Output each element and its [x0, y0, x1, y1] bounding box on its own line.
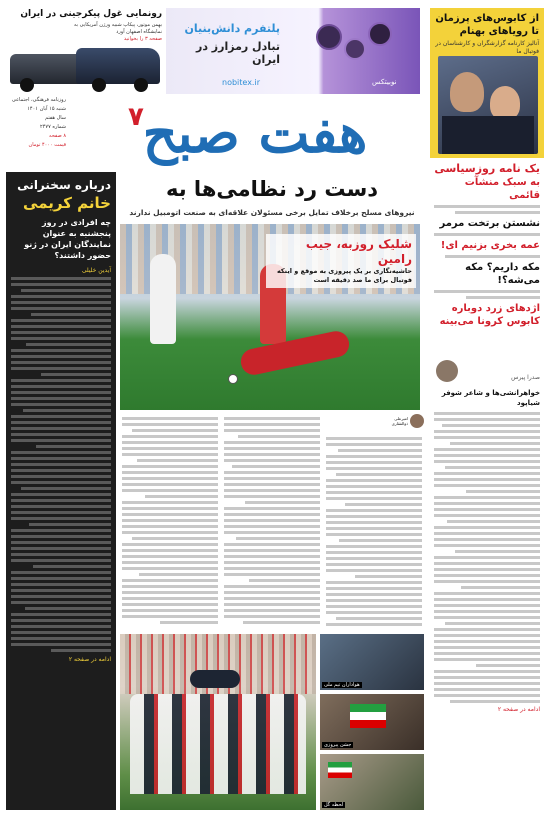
- left-author: آیدین خلیلی: [81, 267, 111, 274]
- celebration-photo[interactable]: [120, 634, 316, 810]
- players-group: [130, 694, 306, 794]
- left-column: [6, 172, 116, 810]
- continue-link[interactable]: ادامه در صفحه ۲: [68, 656, 111, 663]
- meta-line: قیمت ۴۰۰۰ تومان: [28, 142, 66, 148]
- teaser-title: از کابوس‌های پرزمان تا رویاهای بهنام: [435, 13, 539, 37]
- masthead-meta: [6, 96, 66, 170]
- fans-photo[interactable]: [320, 634, 424, 690]
- right-teaser-box[interactable]: [430, 8, 544, 158]
- main-subhead: [120, 206, 424, 220]
- column-body-lines: [434, 412, 540, 703]
- teaser-title[interactable]: اژدهای زرد دوباره کابوس کرونا می‌بینه: [439, 303, 540, 327]
- teaser-title[interactable]: یک نامه روزسیاسی: [434, 162, 540, 175]
- photo-caption: هواداران تیم ملی: [324, 682, 360, 688]
- continue-link[interactable]: ادامه در صفحه ۲: [497, 706, 540, 713]
- subhead-text: نیروهای مسلح برخلاف تمایل برخی مسئولان علاقه‌ای به صنعت اتومبیل ندارند: [129, 208, 415, 217]
- author-avatar: [436, 360, 458, 382]
- teaser-photo: [438, 56, 538, 154]
- column-title[interactable]: خواهرانشی‌ها و شاعر شوفر شیاپود: [441, 389, 540, 407]
- teaser-title[interactable]: نشستن برتخت مرمر: [439, 218, 540, 229]
- ad-line1: پلتفرم دانش‌بنیان: [184, 22, 280, 35]
- teaser-title[interactable]: به سبک منشآت قائمی: [464, 177, 540, 201]
- article-column: [122, 414, 218, 630]
- left-title[interactable]: خانم کریمی: [23, 194, 111, 212]
- ad-more: صفحه ۳ را بخوانید: [123, 36, 162, 42]
- teaser-title[interactable]: مکه داریم؟ مکه می‌شه؟!: [465, 262, 540, 286]
- meta-line: شنبه ۱۵ آبان ۱۴۰۱: [27, 106, 66, 112]
- iran-flag: [328, 762, 352, 778]
- ad-text: بهمن موتور، پیکاپ شبیه ورژن آمریکایی به نمایشگاه اصفهان آورد: [73, 22, 162, 35]
- coin-icon: [344, 38, 366, 60]
- logo-text: هفت صبح: [142, 101, 368, 165]
- right-column: [430, 160, 544, 355]
- meta-line: روزنامه فرهنگی، اجتماعی: [11, 97, 66, 103]
- article-author: [380, 414, 424, 434]
- teaser-text: آنالیز کارنامه گزارشگران و کارشناسان در فوتبال ما: [435, 40, 539, 55]
- author-name: امیرعلی ذوالفقاری: [391, 416, 408, 426]
- photo-subtitle: حاشیه‌نگاری بر یک پیروزی به موقع و اینکه فوتبال برای ما صد دقیقه است: [276, 267, 412, 284]
- photo-caption: لحظه گل: [324, 802, 344, 808]
- left-question: چه افرادی در روز پنجشنبه به عنوان نمایندگان ایران در ژنو حضور داشتند؟: [24, 218, 111, 260]
- ball-icon: [228, 374, 238, 384]
- column-author: صدرا پیرس: [511, 374, 540, 381]
- flag-photo[interactable]: [320, 694, 424, 750]
- coin-icon: [368, 22, 392, 46]
- logo-number: ۷: [128, 102, 144, 132]
- author-avatar: [410, 414, 424, 428]
- photo-caption: جشن پیروزی: [324, 742, 352, 748]
- car-ad[interactable]: [6, 8, 162, 94]
- person-body: [442, 116, 534, 154]
- right-opinion-column: [430, 358, 544, 810]
- meta-line: شماره ۲۴۷۷: [40, 124, 66, 130]
- teaser-body-lines: [434, 205, 540, 214]
- masthead-logo: [120, 96, 390, 170]
- nobitex-ad[interactable]: [166, 8, 420, 94]
- player-red-diving: [238, 329, 351, 377]
- teaser-title[interactable]: عمه بخری بزنیم ای!: [440, 240, 540, 251]
- meta-line: سال هفتم: [45, 115, 66, 121]
- photo-title: شلیک روزبه، جیب رامین: [305, 237, 412, 266]
- goal-photo[interactable]: [320, 754, 424, 810]
- photo-title-box: [266, 234, 416, 288]
- ad-title: رونمایی غول پیکرجینی در ایران: [20, 9, 162, 19]
- teaser-body-lines: [434, 233, 540, 236]
- article-column: [326, 434, 422, 630]
- player-white: [150, 254, 176, 344]
- meta-line: ۸ صفحه: [49, 133, 66, 139]
- teaser-body-lines: [434, 255, 540, 258]
- left-kicker: درباره سخنرانی: [17, 178, 111, 192]
- ad-brand: نوبیتکس: [372, 78, 397, 86]
- wheel-icon: [134, 78, 148, 92]
- person-figure: [490, 86, 520, 120]
- left-body-lines: [11, 277, 111, 652]
- coin-icon: [316, 24, 342, 50]
- football-photo[interactable]: [120, 224, 420, 410]
- iran-flag: [350, 704, 386, 728]
- wheel-icon: [20, 78, 34, 92]
- article-column: [224, 414, 320, 630]
- teaser-body-lines: [434, 290, 540, 299]
- ad-line2: تبادل رمزارز در ایران: [196, 40, 280, 66]
- ad-url[interactable]: nobitex.ir: [222, 78, 260, 87]
- person-figure: [450, 72, 484, 112]
- pickup-truck: [76, 48, 160, 84]
- lifted-player: [190, 670, 240, 688]
- wheel-icon: [92, 78, 106, 92]
- main-headline[interactable]: دست رد نظامی‌ها به: [166, 177, 378, 201]
